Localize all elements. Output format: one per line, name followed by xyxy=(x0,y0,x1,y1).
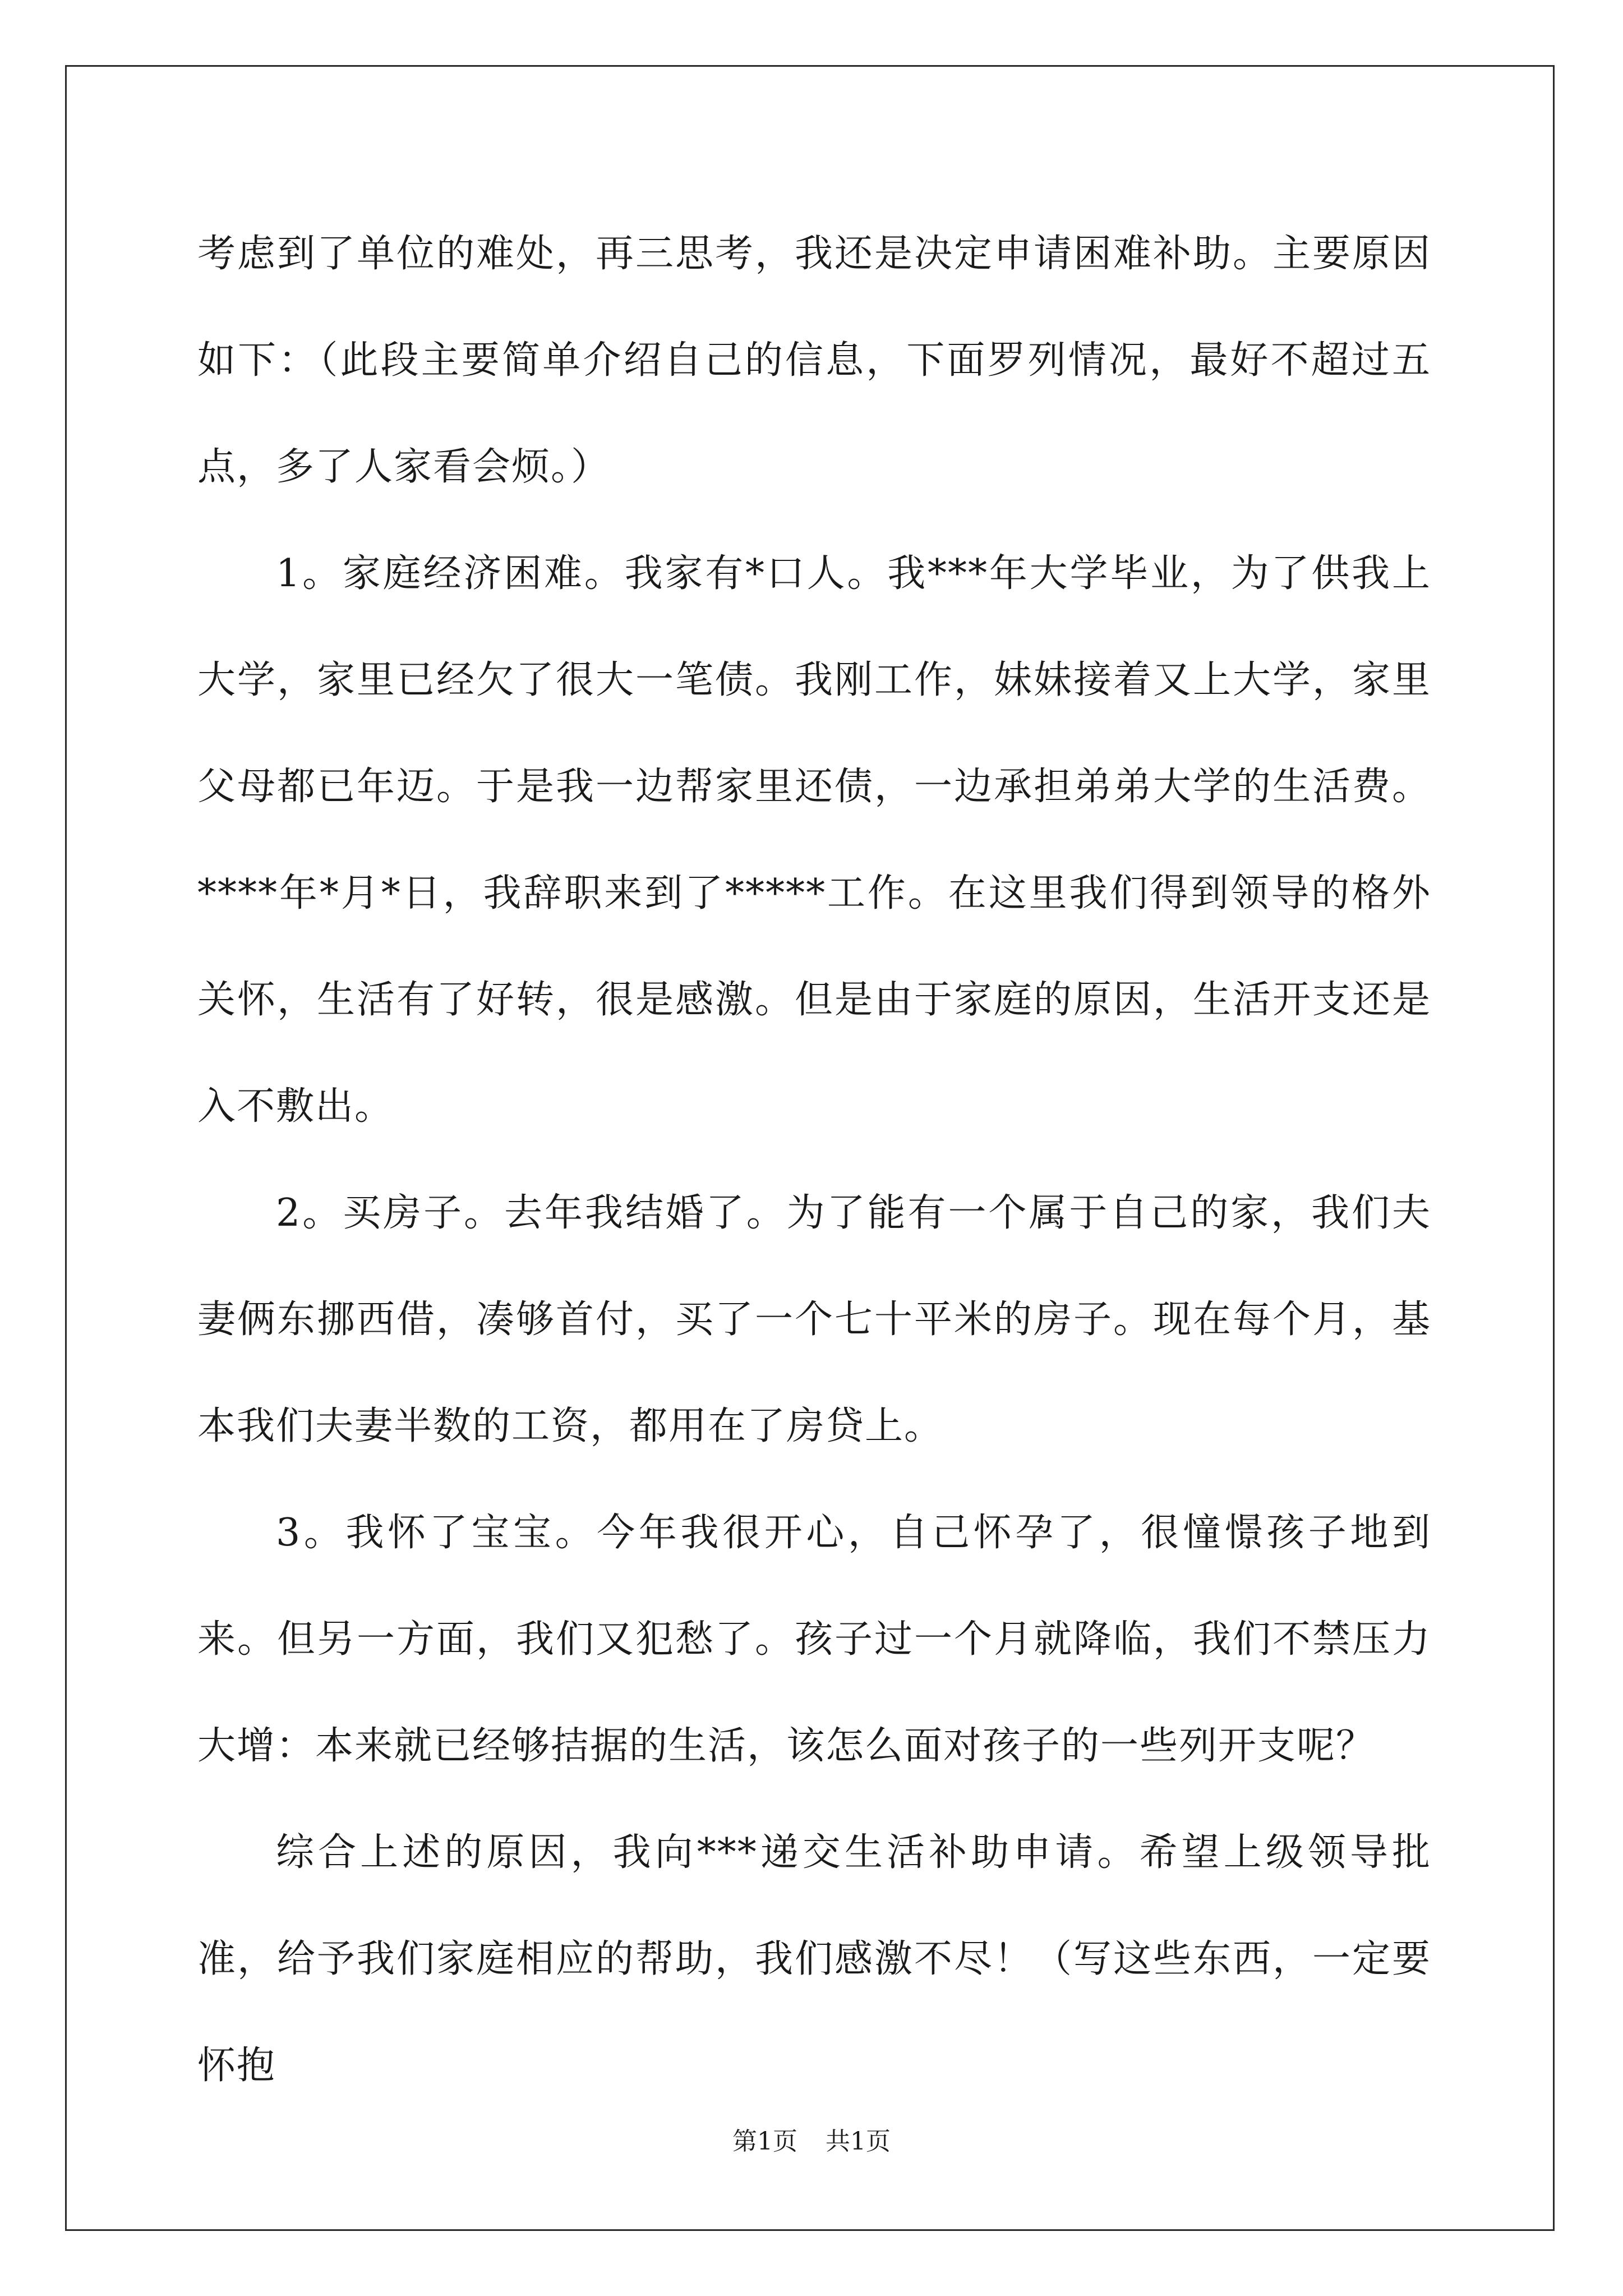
document-body xyxy=(197,201,1431,2119)
paragraph-reason-1: 1。家庭经济困难。我家有*口人。我***年大学毕业，为了供我上大学，家里已经欠了很大一笔债。我刚工作，妹妹接着又上大学，家里父母都已年迈。于是我一边帮家里还债，一边承担弟弟大学的生活费。****年*月*日，我辞职来到了*****工作。在这里我们得到领导的格外关怀，生活有了好转，很是感激。但是由于家庭的原因，生活开支还是入不敷出。 xyxy=(197,551,1431,1129)
paragraph-conclusion: 综合上述的原因，我向***递交生活补助申请。希望上级领导批准，给予我们家庭相应的帮助，我们感激不尽！（写这些东西，一定要怀抱 xyxy=(197,1830,1431,2088)
page-number-current: 第1页 xyxy=(732,2127,797,2156)
paragraph-reason-2: 2。买房子。去年我结婚了。为了能有一个属于自己的家，我们夫妻俩东挪西借，凑够首付，买了一个七十平米的房子。现在每个月，基本我们夫妻半数的工资，都用在了房贷上。 xyxy=(197,1191,1431,1448)
paragraph-intro-continuation: 考虑到了单位的难处，再三思考，我还是决定申请困难补助。主要原因如下：（此段主要简单介绍自己的信息，下面罗列情况，最好不超过五点，多了人家看会烦。） xyxy=(197,232,1431,489)
page-number-total: 共1页 xyxy=(826,2127,891,2156)
page-footer xyxy=(0,2125,1623,2159)
paragraph-reason-3: 3。我怀了宝宝。今年我很开心，自己怀孕了，很憧憬孩子地到来。但另一方面，我们又犯愁了。孩子过一个月就降临，我们不禁压力大增：本来就已经够拮据的生活，该怎么面对孩子的一些列开支呢？ xyxy=(197,1511,1431,1768)
